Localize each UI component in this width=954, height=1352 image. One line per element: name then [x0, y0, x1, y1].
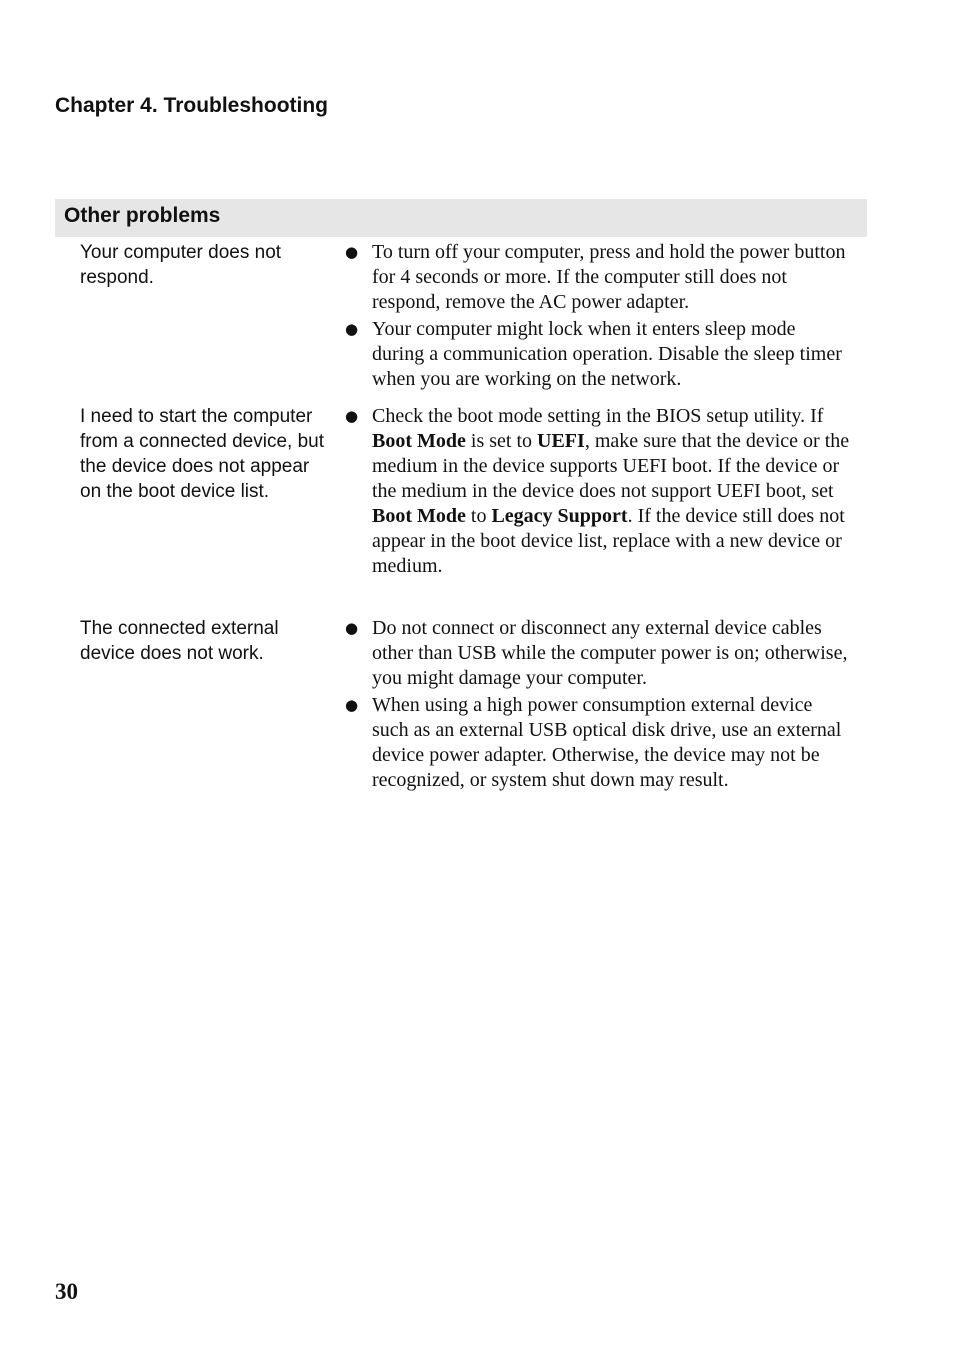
solution-text: Do not connect or disconnect any external device cables other than USB while the computer power is on; otherwise, you might damage your computer.	[372, 617, 848, 689]
text-run: , make sure that the device or the medium in the device supports UEFI boot. If the device or the medium in the device does not support UEFI boot, set	[372, 430, 850, 502]
bullet-icon: ●	[345, 619, 359, 637]
problem-description: The connected external device does not work.	[80, 618, 279, 664]
text-run: Check the boot mode setting in the BIOS setup utility. If	[372, 405, 824, 427]
solution-cell	[345, 616, 850, 795]
solution-cell	[345, 240, 850, 394]
bold-term: Legacy Support	[491, 505, 628, 527]
solution-list	[345, 240, 850, 392]
solution-item	[345, 404, 850, 579]
problem-table	[55, 240, 867, 795]
table-row	[55, 404, 867, 616]
bullet-icon: ●	[345, 243, 359, 261]
solution-text: Your computer might lock when it enters sleep mode during a communication operation. Disable the sleep timer when you are working on the network.	[372, 318, 842, 390]
solution-text	[372, 405, 849, 577]
solution-text: To turn off your computer, press and hold the power button for 4 seconds or more. If the computer still does not respond, remove the AC power adapter.	[372, 241, 846, 313]
solution-list	[345, 616, 850, 793]
bullet-icon: ●	[345, 696, 359, 714]
section-header-bar	[55, 199, 867, 237]
solution-item	[345, 317, 850, 392]
bullet-icon: ●	[345, 320, 359, 338]
solution-list	[345, 404, 850, 579]
table-row	[55, 616, 867, 795]
section-title: Other problems	[64, 204, 221, 227]
solution-item	[345, 616, 850, 691]
solution-item	[345, 693, 850, 793]
table-row	[55, 240, 867, 404]
bold-term: Boot Mode	[372, 430, 466, 452]
bold-term: UEFI	[537, 430, 585, 452]
solution-item	[345, 240, 850, 315]
bold-term: Boot Mode	[372, 505, 466, 527]
text-run: is set to	[465, 430, 538, 452]
chapter-title: Chapter 4. Troubleshooting	[55, 94, 329, 117]
text-run: to	[465, 505, 492, 527]
text-run: . If the device still does not appear in the boot device list, replace with a new device or medium.	[372, 505, 845, 577]
problem-description: I need to start the computer from a connected device, but the device does not appear on the boot device list.	[80, 406, 324, 502]
page-number: 30	[55, 1279, 78, 1304]
solution-text: When using a high power consumption external device such as an external USB optical disk drive, use an external device power adapter. Otherwise, the device may not be recognized, or system shut down may result.	[372, 694, 842, 791]
bullet-icon: ●	[345, 407, 359, 425]
problem-description: Your computer does not respond.	[80, 242, 282, 288]
solution-cell	[345, 404, 850, 581]
